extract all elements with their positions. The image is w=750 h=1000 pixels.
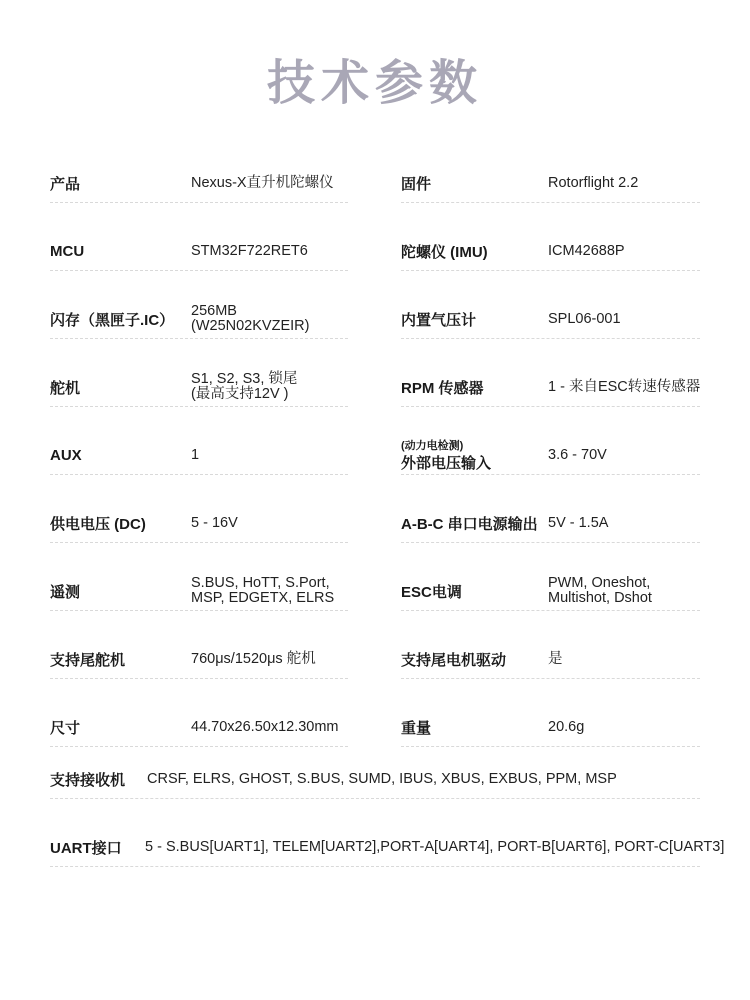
spec-label2-group <box>401 438 491 472</box>
uart-value: 5 - S.BUS[UART1], TELEM[UART2],PORT-A[UART4], PORT-B[UART6], PORT-C[UART3] <box>145 838 725 855</box>
spec-label2-note: (动力电检测) <box>401 440 464 452</box>
spec-label-cell <box>50 489 146 557</box>
spec-value2-line-1: PWM, Oneshot, <box>548 575 651 591</box>
row-divider-right <box>401 474 700 475</box>
spec-label-cell <box>50 625 125 693</box>
spec-row <box>0 285 750 353</box>
spec-value-text <box>191 244 308 259</box>
row-divider-right <box>401 610 700 611</box>
spec-value <box>191 217 308 285</box>
spec-value2 <box>548 557 652 625</box>
spec-row <box>0 149 750 217</box>
spec-value2 <box>548 285 621 353</box>
spec-value2-line-2: Multishot, Dshot <box>548 590 652 606</box>
spec-value-line-1: 760μs/1520μs 舵机 <box>191 650 316 667</box>
spec-value2-line-1: SPL06-001 <box>548 310 621 327</box>
spec-value2-text <box>548 176 638 191</box>
spec-value2-line-1: 5V - 1.5A <box>548 514 609 531</box>
row-divider-right <box>401 270 700 271</box>
spec-label2-cell <box>401 149 431 217</box>
spec-value-text <box>191 516 238 531</box>
spec-value-line-1: 1 <box>191 446 200 463</box>
spec-value <box>191 557 334 625</box>
spec-value-line-1: Nexus-X直升机陀螺仪 <box>191 174 334 191</box>
spec-label: 闪存（黑匣子.IC） <box>50 311 175 329</box>
spec-label2: 重量 <box>401 719 432 737</box>
uart-label-cell <box>50 813 122 881</box>
spec-value2-line-1: 3.6 - 70V <box>548 446 607 463</box>
spec-value-line-1: STM32F722RET6 <box>191 242 308 259</box>
row-divider-right <box>401 338 700 339</box>
spec-value2 <box>548 353 700 421</box>
spec-label2: ESC电调 <box>401 583 462 601</box>
spec-row <box>0 625 750 693</box>
spec-value-text <box>191 652 316 667</box>
spec-value2 <box>548 625 563 693</box>
spec-value <box>191 353 297 421</box>
spec-value2-text <box>548 516 608 531</box>
spec-label2: 固件 <box>401 175 432 193</box>
spec-value2 <box>548 489 608 557</box>
spec-value2-text <box>548 720 584 735</box>
spec-label: 产品 <box>50 175 81 193</box>
receivers-row <box>0 745 750 813</box>
spec-value-line-1: S1, S2, S3, 锁尾 <box>191 371 298 387</box>
spec-label2-cell <box>401 421 491 489</box>
row-divider-right <box>401 202 700 203</box>
uart-value-cell <box>145 813 724 881</box>
spec-value2-line-1: 是 <box>548 650 563 667</box>
spec-value-text <box>191 448 199 463</box>
spec-value-text <box>191 576 334 606</box>
spec-value-text <box>191 176 334 191</box>
spec-label: MCU <box>50 242 85 260</box>
spec-label: 遥测 <box>50 583 81 601</box>
row-divider-left <box>50 610 348 611</box>
spec-value2-text <box>548 448 607 463</box>
spec-label: 尺寸 <box>50 719 81 737</box>
page-title: 技术参数 <box>266 55 483 111</box>
spec-label-cell <box>50 149 80 217</box>
spec-value-line-2: (W25N02KVZEIR) <box>191 318 310 334</box>
receivers-divider <box>50 798 700 799</box>
row-divider-right <box>401 678 700 679</box>
spec-value2-text <box>548 576 652 606</box>
spec-value-text <box>191 720 339 735</box>
uart-row <box>0 813 750 881</box>
spec-label2-cell <box>401 557 462 625</box>
spec-label2: 外部电压输入 <box>401 455 492 472</box>
row-divider-left <box>50 270 348 271</box>
row-divider-left <box>50 406 348 407</box>
spec-label2: RPM 传感器 <box>401 379 484 397</box>
spec-row <box>0 217 750 285</box>
spec-value-line-1: 44.70x26.50x12.30mm <box>191 718 339 735</box>
spec-value-line-2: MSP, EDGETX, ELRS <box>191 590 335 606</box>
spec-value-line-2: (最高支持12V ) <box>191 386 289 402</box>
spec-label2-cell <box>401 489 538 557</box>
spec-value <box>191 489 238 557</box>
row-divider-left <box>50 474 348 475</box>
spec-label2-cell <box>401 285 476 353</box>
spec-label-cell <box>50 217 84 285</box>
uart-label: UART接口 <box>50 839 122 857</box>
spec-label: AUX <box>50 446 82 464</box>
spec-label-cell <box>50 353 80 421</box>
spec-value2-text <box>548 312 621 327</box>
spec-value2-text <box>548 652 563 667</box>
spec-value2-line-1: Rotorflight 2.2 <box>548 174 639 191</box>
spec-label2-cell <box>401 625 506 693</box>
uart-divider <box>50 866 700 867</box>
spec-label2: 陀螺仪 (IMU) <box>401 243 488 261</box>
spec-value2 <box>548 217 625 285</box>
receivers-value: CRSF, ELRS, GHOST, S.BUS, SUMD, IBUS, XBUS, EXBUS, PPM, MSP <box>147 770 617 787</box>
spec-value <box>191 285 309 353</box>
spec-label-cell <box>50 557 80 625</box>
spec-label2: A-B-C 串口电源输出 <box>401 515 538 533</box>
spec-label-cell <box>50 421 82 489</box>
spec-value2-text <box>548 244 625 259</box>
spec-value <box>191 625 316 693</box>
spec-row <box>0 557 750 625</box>
spec-value <box>191 421 199 489</box>
row-divider-left <box>50 678 348 679</box>
spec-value2 <box>548 149 638 217</box>
spec-row <box>0 421 750 489</box>
spec-value-line-1: 5 - 16V <box>191 514 238 531</box>
spec-label-cell <box>50 285 174 353</box>
spec-value2-line-1: 20.6g <box>548 718 585 735</box>
spec-label2: 内置气压计 <box>401 311 477 329</box>
spec-value2-text <box>548 380 700 395</box>
spec-value2 <box>548 421 607 489</box>
row-divider-left <box>50 338 348 339</box>
spec-label: 支持尾舵机 <box>50 651 126 669</box>
spec-label2: 支持尾电机驱动 <box>401 651 507 669</box>
receivers-value-cell <box>147 745 617 813</box>
spec-value2-line-1: 1 - 来自ESC转速传感器 <box>548 378 701 395</box>
receivers-label: 支持接收机 <box>50 771 126 789</box>
spec-value <box>191 149 334 217</box>
spec-value-line-1: 256MB <box>191 303 237 319</box>
spec-row <box>0 353 750 421</box>
spec-label2-cell <box>401 217 488 285</box>
spec-label: 舵机 <box>50 379 81 397</box>
row-divider-right <box>401 542 700 543</box>
row-divider-left <box>50 542 348 543</box>
spec-row <box>0 489 750 557</box>
spec-label: 供电电压 (DC) <box>50 515 146 533</box>
spec-label2-cell <box>401 353 484 421</box>
row-divider-right <box>401 406 700 407</box>
spec-value-line-1: S.BUS, HoTT, S.Port, <box>191 575 330 591</box>
row-divider-left <box>50 202 348 203</box>
receivers-label-cell <box>50 745 125 813</box>
spec-value-text <box>191 304 309 334</box>
spec-value-text <box>191 372 297 402</box>
spec-value2-line-1: ICM42688P <box>548 242 625 259</box>
